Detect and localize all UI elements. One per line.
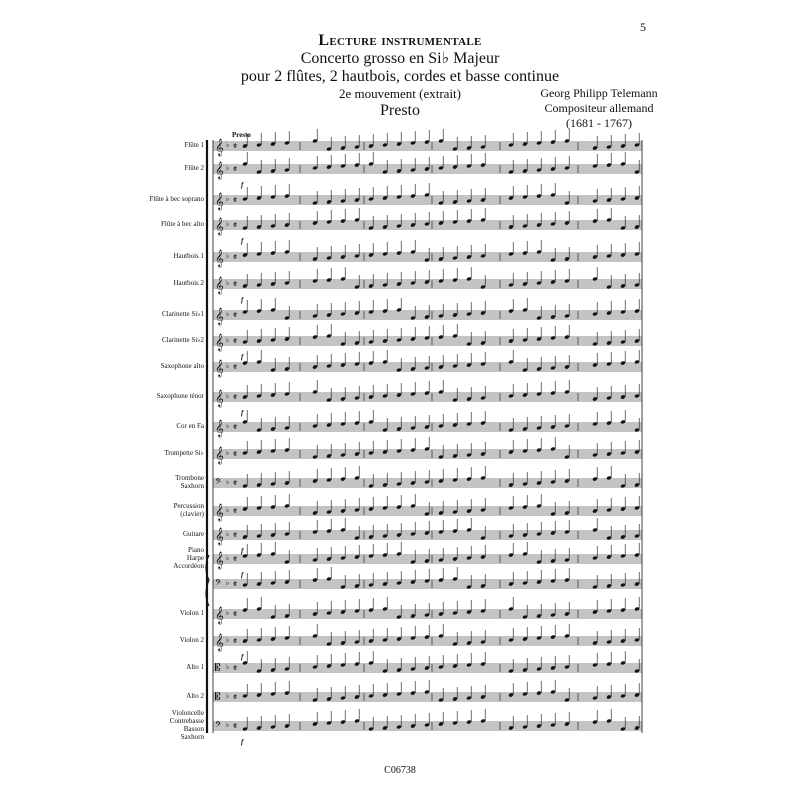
staff-label: Cor en Fa xyxy=(176,422,204,430)
key-signature: ♭ xyxy=(226,252,230,260)
key-signature: ♭ xyxy=(226,279,230,287)
time-signature: 𝄵 xyxy=(233,165,238,175)
key-signature: ♭ xyxy=(226,636,230,644)
tempo-marking: Presto xyxy=(232,131,251,139)
key-signature: ♭ xyxy=(226,392,230,400)
staff-label: Clarinette Si♭2 xyxy=(162,336,204,344)
clef-icon: 𝄞 xyxy=(215,389,224,407)
clef-icon: 𝄞 xyxy=(215,249,224,267)
key-signature: ♭ xyxy=(226,579,230,587)
dynamic-marking: f xyxy=(241,409,244,417)
clef-icon: 𝄞 xyxy=(215,192,224,210)
dynamic-marking: f xyxy=(241,353,244,361)
staff-label: Alto 1 xyxy=(186,663,204,671)
clef-icon: 𝄞 xyxy=(215,333,224,351)
key-signature: ♭ xyxy=(226,195,230,203)
time-signature: 𝄵 xyxy=(233,142,238,152)
key-signature: ♭ xyxy=(226,506,230,514)
time-signature: 𝄵 xyxy=(233,479,238,489)
key-signature: ♭ xyxy=(226,692,230,700)
clef-icon: 𝄢 xyxy=(215,721,222,732)
time-signature: 𝄵 xyxy=(233,196,238,206)
key-signature: ♭ xyxy=(226,310,230,318)
dynamic-marking: f xyxy=(241,237,244,245)
time-signature: 𝄵 xyxy=(233,253,238,263)
staff-label: Trompette Si♭ xyxy=(164,449,204,457)
staff-label: Saxophone ténor xyxy=(156,392,204,400)
clef-icon: 𝄞 xyxy=(215,551,224,569)
clef-icon: 𝄞 xyxy=(215,276,224,294)
time-signature: 𝄵 xyxy=(233,664,238,674)
time-signature: 𝄵 xyxy=(233,423,238,433)
key-signature: ♭ xyxy=(226,220,230,228)
staff-label: Violon 1 xyxy=(179,609,204,617)
staff-label: Violon 2 xyxy=(179,636,204,644)
dynamic-marking: f xyxy=(241,738,244,746)
time-signature: 𝄵 xyxy=(233,693,238,703)
time-signature: 𝄵 xyxy=(233,221,238,231)
staff-label: Trombone Saxhorn xyxy=(175,474,204,490)
dynamic-marking: f xyxy=(241,653,244,661)
time-signature: 𝄵 xyxy=(233,393,238,403)
key-signature: ♭ xyxy=(226,530,230,538)
key-signature: ♭ xyxy=(226,422,230,430)
time-signature: 𝄵 xyxy=(233,450,238,460)
staff-label: Clarinette Si♭1 xyxy=(162,310,204,318)
clef-icon: 𝄡 xyxy=(215,692,221,703)
key-signature: ♭ xyxy=(226,449,230,457)
clef-icon: 𝄞 xyxy=(215,446,224,464)
staff-label: Percussion (clavier) xyxy=(173,502,204,518)
clef-icon: 𝄞 xyxy=(215,633,224,651)
staff-label: Flûte à bec soprano xyxy=(149,195,204,203)
clef-icon: 𝄞 xyxy=(215,606,224,624)
key-signature: ♭ xyxy=(226,164,230,172)
key-signature: ♭ xyxy=(226,609,230,617)
time-signature: 𝄵 xyxy=(233,722,238,732)
dynamic-marking: f xyxy=(241,547,244,555)
dynamic-marking: f xyxy=(241,296,244,304)
time-signature: 𝄵 xyxy=(233,637,238,647)
dynamic-marking: f xyxy=(241,571,244,579)
clef-icon: 𝄞 xyxy=(215,138,224,156)
key-signature: ♭ xyxy=(226,141,230,149)
time-signature: 𝄵 xyxy=(233,531,238,541)
time-signature: 𝄵 xyxy=(233,363,238,373)
staff-label: Flûte 1 xyxy=(184,141,204,149)
staff-label: Saxophone alto xyxy=(160,362,204,370)
key-signature: ♭ xyxy=(226,336,230,344)
key-signature: ♭ xyxy=(226,721,230,729)
staff-label: Hautbois 2 xyxy=(173,279,204,287)
key-signature: ♭ xyxy=(226,478,230,486)
catalog-number: C06738 xyxy=(384,765,416,776)
time-signature: 𝄵 xyxy=(233,610,238,620)
clef-icon: 𝄞 xyxy=(215,527,224,545)
time-signature: 𝄵 xyxy=(233,555,238,565)
clef-icon: 𝄞 xyxy=(215,217,224,235)
staff-label: Flûte 2 xyxy=(184,164,204,172)
composer-name: Georg Philipp Telemann xyxy=(540,86,658,100)
key-signature: ♭ xyxy=(226,362,230,370)
clef-icon: 𝄞 xyxy=(215,307,224,325)
time-signature: 𝄵 xyxy=(233,311,238,321)
staff-label: Piano Harpe Accordéon xyxy=(173,546,204,570)
time-signature: 𝄵 xyxy=(233,337,238,347)
time-signature: 𝄵 xyxy=(233,507,238,517)
instrumentation: pour 2 flûtes, 2 hautbois, cordes et basse continue xyxy=(240,68,560,85)
key-signature: ♭ xyxy=(226,554,230,562)
staff-label: Violoncelle Contrebasse Basson Saxhorn xyxy=(169,709,204,741)
staff-label: Alto 2 xyxy=(186,692,204,700)
clef-icon: 𝄢 xyxy=(215,579,222,590)
staff-label: Hautbois 1 xyxy=(173,252,204,260)
time-signature: 𝄵 xyxy=(233,580,238,590)
staff-label: Flûte à bec alto xyxy=(161,220,204,228)
time-signature: 𝄵 xyxy=(233,280,238,290)
composer-description: Compositeur allemand xyxy=(544,101,654,115)
movement: 2e mouvement (extrait) xyxy=(338,86,461,101)
clef-icon: 𝄞 xyxy=(215,161,224,179)
page-number: 5 xyxy=(640,20,646,34)
staff-label: Guitare xyxy=(183,530,204,538)
clef-icon: 𝄞 xyxy=(215,503,224,521)
clef-icon: 𝄡 xyxy=(215,663,221,674)
piece-subtitle: Concerto grosso en Si♭ Majeur xyxy=(300,50,500,67)
clef-icon: 𝄢 xyxy=(215,478,222,489)
page-title: Lecture instrumentale xyxy=(318,32,482,49)
dynamic-marking: f xyxy=(241,181,244,189)
tempo-heading: Presto xyxy=(380,102,420,119)
composer-dates: (1681 - 1767) xyxy=(566,116,632,130)
clef-icon: 𝄞 xyxy=(215,359,224,377)
clef-icon: 𝄞 xyxy=(215,419,224,437)
key-signature: ♭ xyxy=(226,663,230,671)
